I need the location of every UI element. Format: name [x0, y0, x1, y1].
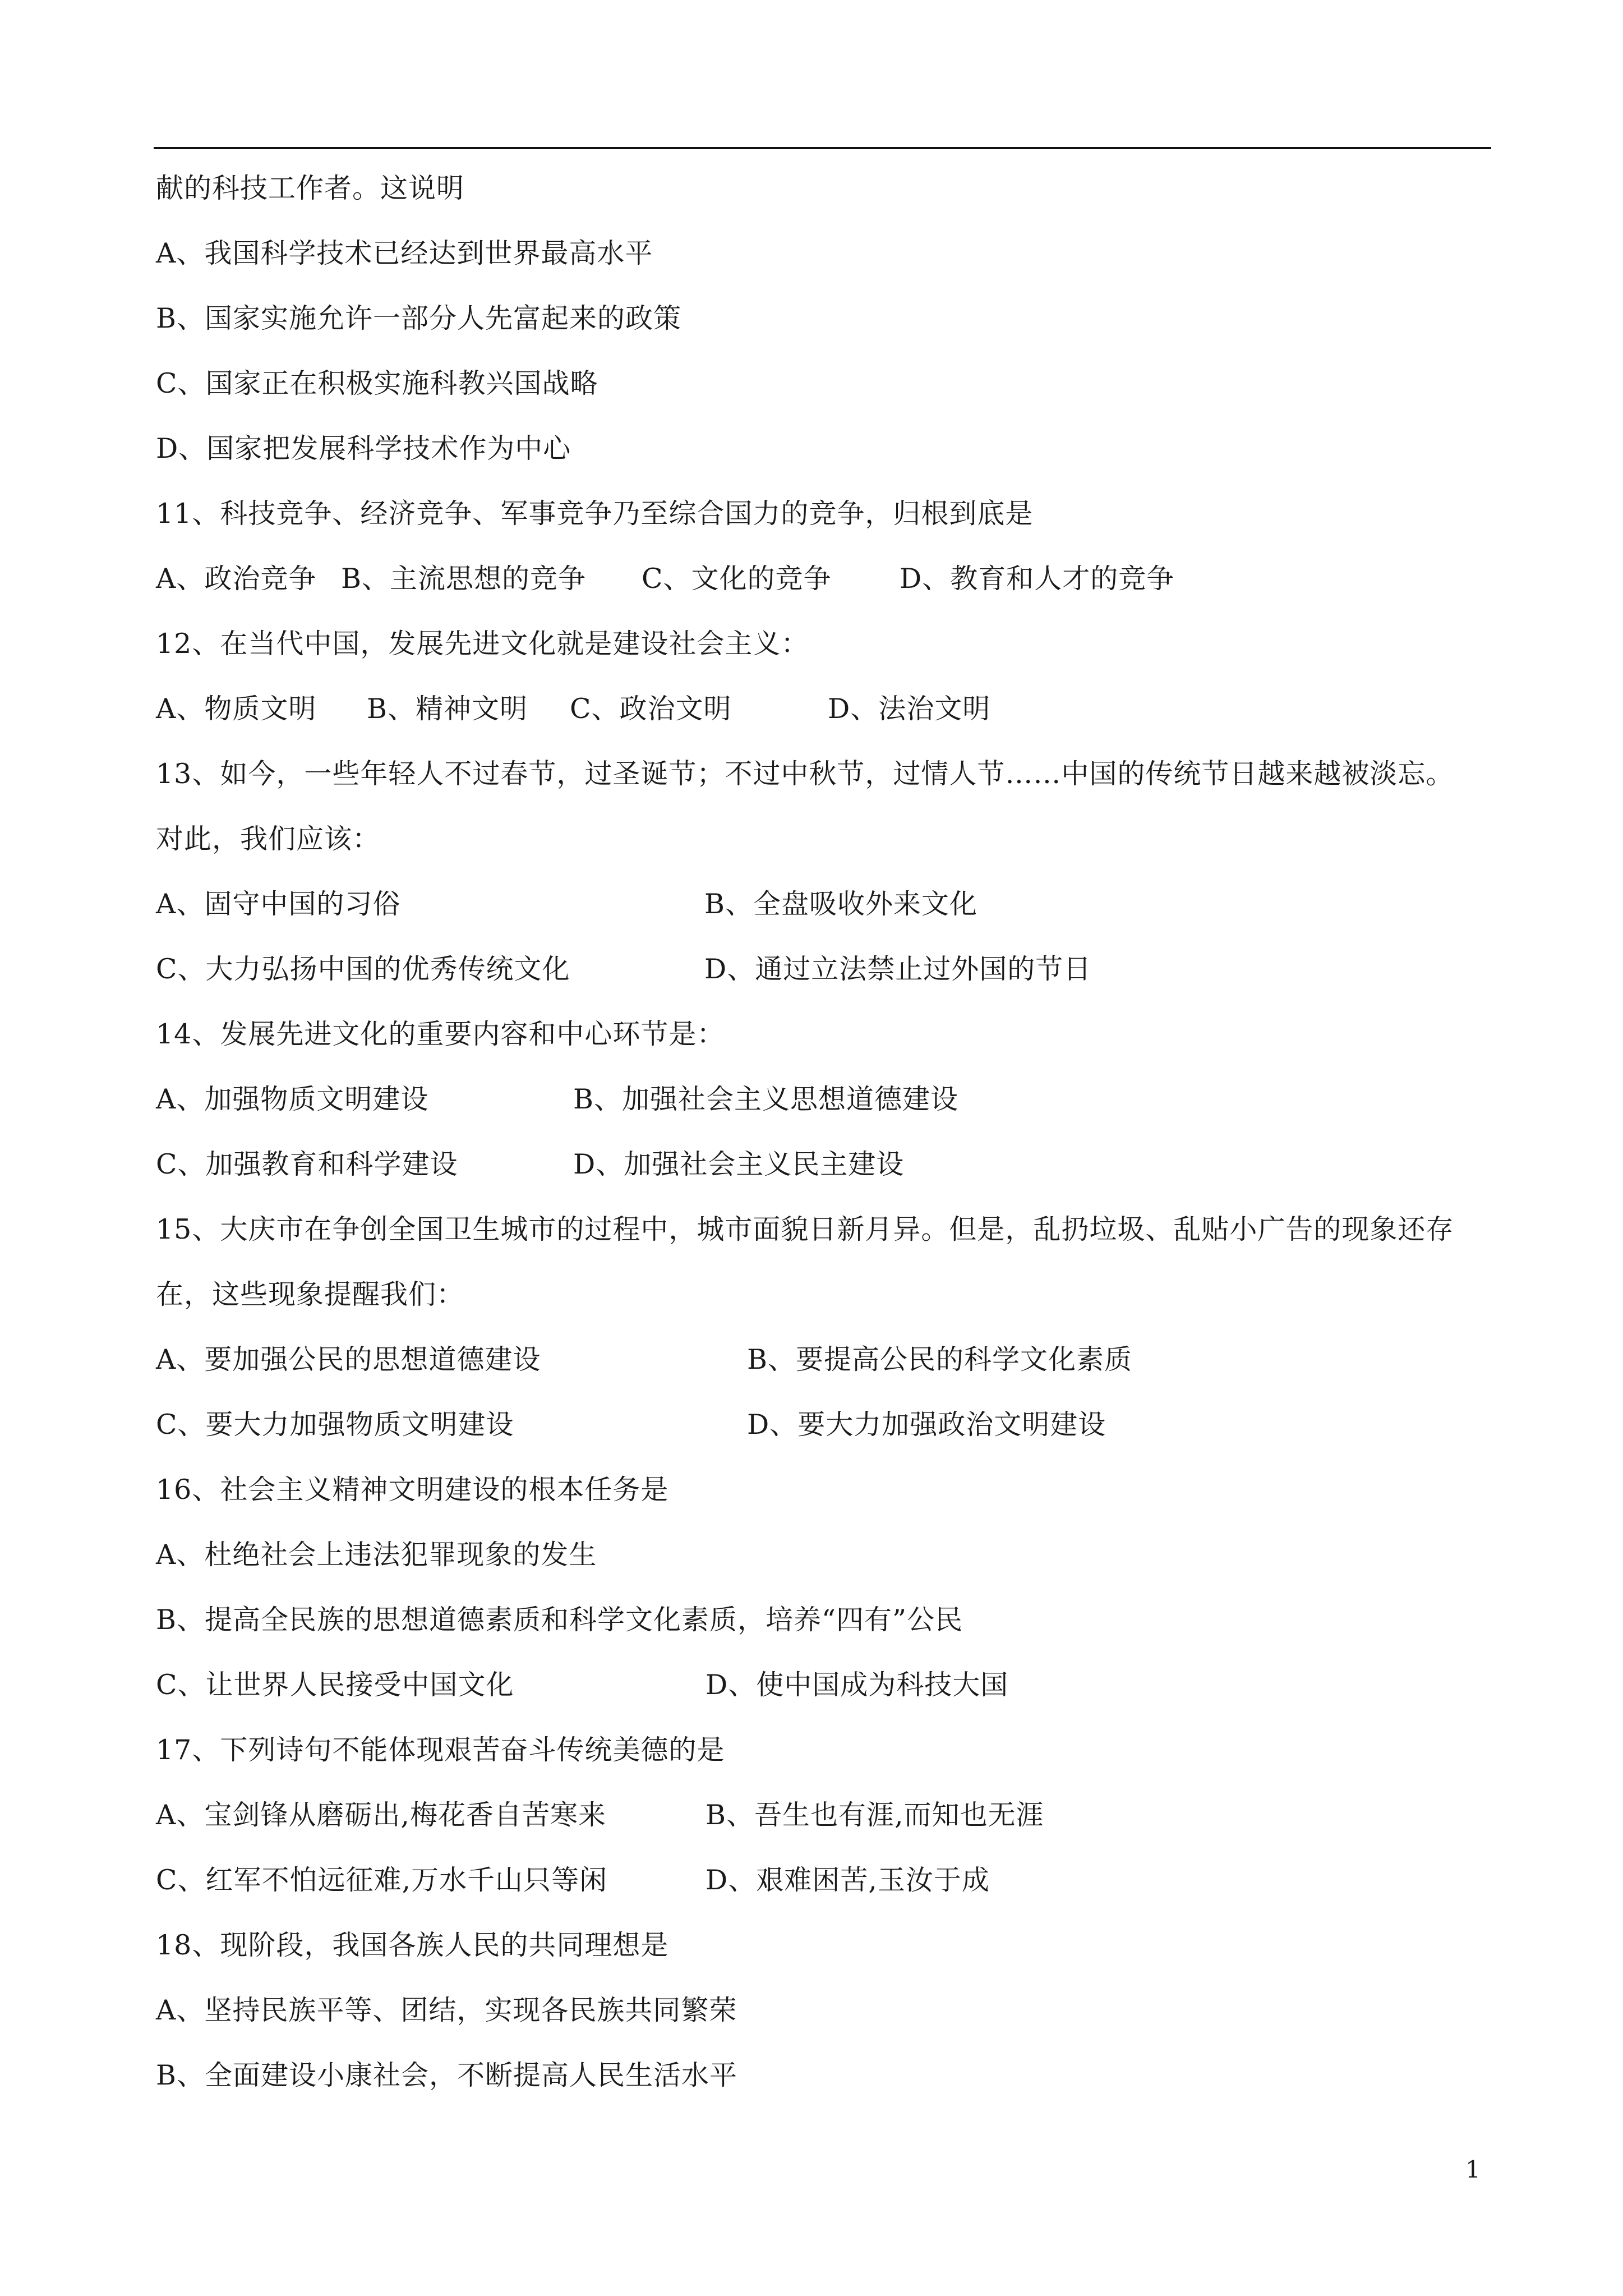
text-line: B、提高全民族的思想道德素质和科学文化素质，培养“四有”公民 [156, 1604, 963, 1636]
answer-option: D、艰难困苦,玉汝于成 [706, 1864, 990, 1896]
answer-option: C、红军不怕远征难,万水千山只等闲 [156, 1864, 608, 1896]
option-row [156, 1335, 1496, 1400]
answer-option: D、通过立法禁止过外国的节日 [704, 953, 1092, 985]
text-line: A、杜绝社会上违法犯罪现象的发生 [156, 1539, 597, 1571]
option-row [156, 1140, 1496, 1205]
text-line: 18、现阶段，我国各族人民的共同理想是 [156, 1929, 669, 1961]
text-line: 15、大庆市在争创全国卫生城市的过程中，城市面貌日新月异。但是，乱扔垃圾、乱贴小广告的现象还存 [156, 1213, 1454, 1245]
answer-option: B、精神文明 [367, 693, 528, 725]
option-row [156, 554, 1496, 619]
option-row [156, 1791, 1496, 1856]
answer-option: B、要提高公民的科学文化素质 [747, 1343, 1133, 1375]
answer-option: C、大力弘扬中国的优秀传统文化 [156, 953, 570, 985]
option-row [156, 1660, 1496, 1726]
answer-option: C、让世界人民接受中国文化 [156, 1669, 514, 1701]
text-line: A、我国科学技术已经达到世界最高水平 [156, 237, 653, 269]
answer-option: D、教育和人才的竞争 [900, 563, 1175, 595]
text-line: A、坚持民族平等、团结，实现各民族共同繁荣 [156, 1994, 737, 2026]
answer-option: B、全盘吸收外来文化 [704, 888, 978, 920]
page-number: 1 [1465, 2156, 1481, 2183]
answer-option: C、要大力加强物质文明建设 [156, 1409, 514, 1441]
header-rule [154, 147, 1491, 149]
answer-option: C、政治文明 [570, 693, 732, 725]
text-line: B、国家实施允许一部分人先富起来的政策 [156, 302, 682, 334]
text-line: B、全面建设小康社会，不断提高人民生活水平 [156, 2059, 738, 2091]
option-row [156, 1400, 1496, 1465]
text-line: 11、科技竞争、经济竞争、军事竞争乃至综合国力的竞争，归根到底是 [156, 498, 1034, 530]
answer-option: A、宝剑锋从磨砺出,梅花香自苦寒来 [156, 1799, 606, 1831]
answer-option: D、加强社会主义民主建设 [573, 1148, 905, 1180]
text-line: 13、如今，一些年轻人不过春节，过圣诞节；不过中秋节，过情人节……中国的传统节日越来越被淡忘。 [156, 758, 1454, 790]
option-row [156, 684, 1496, 749]
text-line: 16、社会主义精神文明建设的根本任务是 [156, 1474, 669, 1506]
option-row [156, 1856, 1496, 1921]
answer-option: D、使中国成为科技大国 [706, 1669, 1009, 1701]
text-line: 献的科技工作者。这说明 [156, 172, 465, 204]
text-line: D、国家把发展科学技术作为中心 [156, 432, 571, 464]
answer-option: B、加强社会主义思想道德建设 [573, 1083, 959, 1115]
text-line: 在，这些现象提醒我们： [156, 1278, 465, 1310]
option-row [156, 880, 1496, 945]
answer-option: A、要加强公民的思想道德建设 [156, 1343, 541, 1375]
question-content [156, 164, 1496, 2116]
option-row [156, 945, 1496, 1010]
text-line: 12、在当代中国，发展先进文化就是建设社会主义： [156, 628, 809, 660]
option-row [156, 1075, 1496, 1140]
answer-option: C、加强教育和科学建设 [156, 1148, 458, 1180]
answer-option: A、固守中国的习俗 [156, 888, 401, 920]
text-line: C、国家正在积极实施科教兴国战略 [156, 367, 598, 399]
text-line: 17、下列诗句不能体现艰苦奋斗传统美德的是 [156, 1734, 725, 1766]
answer-option: A、加强物质文明建设 [156, 1083, 429, 1115]
answer-option: B、主流思想的竞争 [341, 563, 587, 595]
answer-option: B、吾生也有涯,而知也无涯 [706, 1799, 1044, 1831]
answer-option: D、法治文明 [828, 693, 991, 725]
text-line: 14、发展先进文化的重要内容和中心环节是： [156, 1018, 725, 1050]
answer-option: A、政治竞争 [156, 563, 317, 595]
answer-option: C、文化的竞争 [642, 563, 832, 595]
answer-option: D、要大力加强政治文明建设 [747, 1409, 1106, 1441]
answer-option: A、物质文明 [156, 693, 317, 725]
text-line: 对此，我们应该： [156, 823, 381, 855]
